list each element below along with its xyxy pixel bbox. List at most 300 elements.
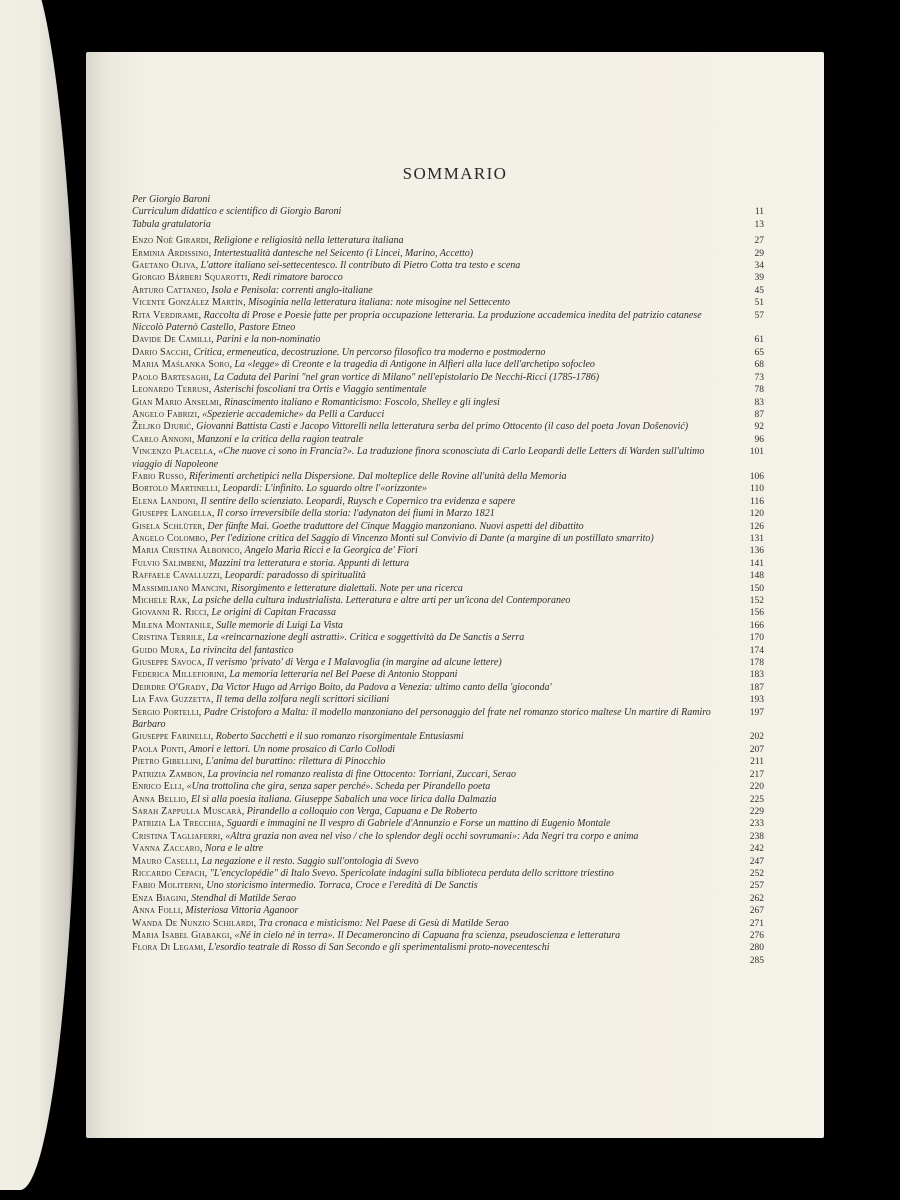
entry-title: «Una trottolina che gira, senza saper perché». Scheda per Pirandello poeta [186, 781, 491, 793]
page-number: 131 [749, 533, 764, 544]
entry-author: Davide De Camilli [132, 334, 212, 346]
entry-author: Vicente González Martín [132, 297, 244, 309]
toc-entry [132, 620, 784, 632]
author-separator: , [224, 669, 230, 681]
entry-text [132, 471, 718, 483]
author-separator: , [210, 731, 216, 743]
entry-text [132, 620, 718, 632]
author-separator: , [184, 644, 190, 656]
entry-title: Misoginia nella letteratura italiana: note misogine nel Settecento [248, 297, 510, 309]
entry-title: La psiche della cultura industrialista. Letteratura e altre arti per un'icona del Contemporaneo [192, 595, 571, 606]
entry-title: Il sentire dello scienziato. Leopardi, Ruysch e Copernico tra evidenza e sapere [200, 495, 516, 507]
page-number: 39 [754, 273, 764, 284]
entry-text [132, 285, 718, 297]
page-number: 233 [749, 819, 764, 830]
entry-text [132, 272, 718, 284]
toc-entry [132, 669, 784, 681]
toc-entry [132, 359, 784, 371]
toc-entry [132, 930, 784, 942]
toc-entry [132, 272, 784, 284]
entry-title: «Né in cielo né in terra». Il Decameroncino di Capuana fra scienza, pseudoscienza e letteratura [234, 929, 621, 941]
prelim-entry [132, 206, 784, 218]
page-number: 178 [749, 658, 764, 669]
page-number: 92 [754, 422, 764, 433]
entry-author: Flora Di Legami [132, 942, 204, 954]
author-separator: , [211, 334, 217, 346]
entry-title: Amori e lettori. Un nome prosaico di Carlo Collodi [188, 743, 395, 755]
entry-author: Enza Biagini [132, 892, 187, 904]
page-number: 257 [749, 881, 764, 892]
page-number: 202 [749, 732, 764, 743]
page-number: 87 [754, 409, 764, 420]
toc-entry [132, 285, 784, 297]
page-number: 126 [749, 521, 764, 532]
entry-text [132, 545, 718, 557]
entry-text [132, 359, 718, 371]
entry-author: Bortolo Martinelli [132, 483, 218, 495]
toc-entry [132, 558, 784, 570]
entry-title: Der fünfte Mai. Goethe traduttore del Cinque Maggio manzoniano. Nuovi aspetti del dibattito [207, 520, 584, 532]
page-number: 29 [754, 248, 764, 259]
page-number: 13 [754, 219, 764, 230]
author-separator: , [185, 793, 191, 805]
toc-entry [132, 471, 784, 483]
page-number: 152 [749, 596, 764, 606]
author-separator: , [229, 359, 235, 371]
page-number: 229 [749, 806, 764, 817]
page-number: 193 [749, 695, 764, 706]
entry-text [132, 570, 718, 582]
author-separator: , [201, 880, 207, 892]
entry-author: Anna Folli [132, 905, 181, 917]
entry-author: Raffaele Cavalluzzi [132, 570, 220, 582]
toc-entry [132, 248, 784, 260]
toc-entry [132, 843, 784, 855]
entry-text [132, 781, 718, 793]
entry-author: Michele Rak [132, 595, 188, 606]
page-number: 45 [754, 285, 764, 296]
toc-entry [132, 756, 784, 768]
author-separator: , [211, 508, 217, 520]
page-number: 73 [754, 372, 764, 383]
author-separator: , [211, 619, 217, 631]
entry-text [132, 905, 718, 917]
page-number: 166 [749, 620, 764, 631]
page-number: 252 [749, 868, 764, 879]
entry-text [132, 632, 718, 644]
entry-author: Fabio Moliterni [132, 880, 202, 892]
toc-entry [132, 806, 784, 818]
entry-text [132, 347, 718, 359]
entry-text [132, 297, 718, 309]
entry-title: «Altra grazia non avea nel viso / che lo splendor degli occhi sovrumani»: Ada Negri tra corpo e anima [225, 830, 639, 842]
entry-title: Leopardi: paradosso di spiritualità [224, 570, 366, 582]
entry-text [132, 856, 718, 868]
entry-text [132, 409, 718, 421]
page-number: 220 [749, 782, 764, 793]
entry-author: Milena Montanile [132, 619, 212, 631]
page-number: 78 [754, 385, 764, 396]
author-separator: , [202, 632, 208, 644]
author-separator: , [187, 595, 193, 606]
entry-title: Isola e Penisola: correnti anglo-italiane [211, 284, 373, 296]
entry-author: Mauro Caselli [132, 855, 197, 867]
entry-author: Giuseppe Savoca [132, 657, 202, 669]
entry-text [132, 446, 718, 471]
prelim-entry [132, 194, 784, 206]
entry-text [132, 682, 718, 694]
toc-entry [132, 583, 784, 595]
entry-author: Gian Mario Anselmi [132, 396, 219, 408]
toc-entry [132, 645, 784, 657]
page-number: 51 [754, 298, 764, 309]
book-page [86, 52, 824, 1138]
page-title: SOMMARIO [402, 164, 508, 183]
author-separator: , [202, 520, 208, 532]
toc-entry [132, 235, 784, 247]
toc-entry [132, 818, 784, 830]
entry-author: Guido Mura [132, 644, 185, 656]
entry-title: Padre Cristoforo a Malta: il modello manzoniano del personaggio del frate nel romanzo storico maltese Un martire di Ramiro Barbaro [132, 706, 711, 731]
toc-entry [132, 880, 784, 892]
toc-entry [132, 496, 784, 508]
page-number: 280 [749, 943, 764, 954]
author-separator: , [188, 346, 194, 358]
entry-text [132, 521, 718, 533]
toc-entry [132, 868, 784, 880]
prelim-entry [132, 219, 784, 231]
author-separator: , [204, 557, 210, 569]
entry-title: Raccolta di Prose e Poesie fatte per propria occupazione letteraria. La produzione accademica inedita del patrizio catanese Niccolò Paternò Castello, Pastore Etneo [132, 309, 702, 334]
author-separator: , [198, 309, 204, 321]
entry-title: Il corso irreversibile della storia: l'adynaton dei fiumi in Marzo 1821 [216, 508, 495, 520]
page-number: 187 [749, 682, 764, 693]
entry-author: Enrico Elli [132, 781, 182, 793]
toc-entry [132, 260, 784, 272]
toc-entry [132, 657, 784, 669]
entry-author: Paola Ponti [132, 743, 184, 755]
entry-author: Wanda De Nunzio Schilardi [132, 917, 254, 929]
toc-entry [132, 310, 784, 335]
entry-title: L'attore italiano sei-settecentesco. Il contributo di Pietro Cotta tra testo e scena [200, 260, 521, 272]
entry-author: Željko Djurić [132, 421, 192, 433]
entry-author: Sergio Portelli [132, 706, 199, 718]
entry-author: Giorgio Bárberi Squarotti [132, 272, 248, 284]
author-separator: , [229, 929, 235, 941]
entry-text [132, 310, 718, 335]
page-number: 247 [749, 856, 764, 867]
page-number: 120 [749, 509, 764, 520]
entry-text [132, 508, 718, 520]
toc-entry [132, 297, 784, 309]
entry-text [132, 694, 718, 706]
entry-title: La negazione e il resto. Saggio sull'ontologia di Svevo [201, 855, 419, 867]
page-number: 148 [749, 571, 764, 582]
entry-author: Angelo Fabrizi [132, 408, 198, 420]
entry-author: Federica Millefiorini [132, 669, 225, 681]
entry-title: "L'encyclopédie" di Italo Svevo. Spericolate indagini sulla biblioteca perduta dello scrittore triestino [209, 867, 614, 879]
entry-author: Massimiliano Mancini [132, 582, 227, 594]
toc-entry [132, 483, 784, 495]
toc-entry [132, 694, 784, 706]
page-number: 225 [749, 794, 764, 805]
page-number: 150 [749, 583, 764, 594]
page-number: 170 [749, 633, 764, 644]
author-separator: , [202, 768, 208, 780]
entry-text [132, 483, 718, 495]
entry-title: «Che nuove ci sono in Francia?». La traduzione finora sconosciuta di Carlo Leopardi delle Letters di Warden sull'ultimo viaggio di Napoleone [132, 446, 705, 470]
entry-title: Critica, ermeneutica, decostruzione. Un percorso filosofico tra moderno e postmoderno [193, 346, 546, 358]
author-separator: , [243, 297, 249, 309]
page-number: 96 [754, 434, 764, 445]
toc-entry [132, 769, 784, 781]
toc-entry [132, 744, 784, 756]
facing-page-edge [0, 0, 80, 1190]
entry-title: Stendhal di Matilde Serao [191, 892, 296, 904]
page-number: 61 [754, 335, 764, 346]
page-number: 83 [754, 397, 764, 408]
entry-title: Il tema della zolfara negli scrittori siciliani [215, 694, 390, 706]
entry-author: Arturo Cattaneo [132, 284, 207, 296]
entry-title: L'esordio teatrale di Rosso di San Secondo e gli sperimentalismi proto-novecenteschi [208, 942, 550, 954]
entry-author: Enzo Noè Girardi [132, 235, 209, 247]
author-separator: , [206, 607, 212, 619]
author-separator: , [206, 681, 212, 693]
entry-title: Nora e le altre [204, 843, 264, 855]
entry-title: Risorgimento e letterature dialettali. Note per una ricerca [231, 582, 463, 594]
author-separator: , [217, 483, 223, 495]
entry-author: Giuseppe Langella [132, 508, 212, 520]
toc-entry [132, 905, 784, 917]
author-separator: , [247, 272, 253, 284]
toc-entry [132, 334, 784, 346]
entry-text [132, 756, 718, 768]
entry-text [132, 421, 718, 433]
toc-entry [132, 570, 784, 582]
entry-title: Tra cronaca e misticismo: Nel Paese di Gesù di Matilde Serao [258, 917, 509, 929]
page-number: 276 [749, 930, 764, 941]
entry-author: Deirdre O'Grady [132, 681, 207, 693]
entry-text [132, 707, 718, 732]
author-separator: , [205, 532, 211, 544]
author-separator: , [198, 706, 204, 718]
entry-author: Maria Isabel Giabakgi [132, 929, 230, 941]
toc-entry [132, 707, 784, 732]
prelim-title: Curriculum didattico e scientifico di Giorgio Baroni [132, 206, 342, 218]
entry-text [132, 248, 718, 260]
entry-text [132, 334, 718, 346]
author-separator: , [195, 260, 201, 272]
entry-text [132, 794, 718, 806]
page-number: 242 [749, 844, 764, 855]
page-number: 101 [749, 447, 764, 458]
entry-title: La «reincarnazione degli astratti». Critica e soggettività da De Sanctis a Serra [207, 632, 525, 644]
entry-text [132, 434, 718, 446]
prelim-title: Per Giorgio Baroni [132, 194, 211, 205]
entry-author: Anna Bellio [132, 793, 186, 805]
entry-title: Da Victor Hugo ad Arrigo Boito, da Padova a Venezia: ultimo canto della 'gioconda' [211, 681, 552, 693]
page-number: 68 [754, 360, 764, 371]
entry-title: Pirandello a colloquio con Verga, Capuana e De Roberto [246, 805, 478, 817]
entry-text [132, 384, 718, 396]
toc-entry [132, 682, 784, 694]
entry-text [132, 595, 718, 607]
entry-title: El sì alla poesia italiana. Giuseppe Sabalich una voce lirica dalla Dalmazia [190, 793, 497, 805]
entry-title: Sulle memorie di Luigi La Vista [216, 619, 344, 631]
author-separator: , [200, 756, 206, 768]
entry-title: La provincia nel romanzo realista di fine Ottocento: Torriani, Zuccari, Serao [207, 768, 516, 780]
page-number: 11 [754, 207, 764, 218]
toc-entry [132, 508, 784, 520]
entry-title: Riferimenti archetipici nella Dispersione. Dal molteplice delle Rovine all'unità della Memoria [188, 470, 567, 482]
toc-entry [132, 533, 784, 545]
page-number: 183 [749, 670, 764, 681]
author-separator: , [208, 235, 214, 247]
entry-author: Fabio Russo [132, 470, 184, 482]
entry-text [132, 843, 718, 855]
entry-title: La memoria letteraria nel Bel Paese di Antonio Stoppani [229, 669, 458, 681]
entry-title: La «legge» di Creonte e la tragedia di Antigone in Alfieri alla luce dell'archetipo sofocleo [234, 359, 595, 371]
entry-text [132, 260, 718, 272]
toc-entry [132, 421, 784, 433]
entry-text [132, 657, 718, 669]
page-number: 238 [749, 831, 764, 842]
page-number: 141 [749, 558, 764, 569]
author-separator: , [191, 433, 197, 445]
page-number: 136 [749, 546, 764, 557]
entry-author: Carlo Annoni [132, 433, 192, 445]
entry-author: Gaetano Oliva [132, 260, 196, 272]
entry-title: Angelo Maria Ricci e la Georgica de' Fiori [244, 545, 418, 557]
entry-title: Religione e religiosità nella letteratura italiana [213, 235, 404, 247]
author-separator: , [221, 818, 227, 830]
toc-entry [132, 397, 784, 409]
author-separator: , [213, 446, 219, 458]
author-separator: , [210, 694, 216, 706]
entry-title: Redi rimatore barocco [252, 272, 343, 284]
author-separator: , [203, 942, 209, 954]
entry-title: Uno storicismo intermedio. Torraca, Croce e l'eredità di De Sanctis [206, 880, 478, 892]
toc-entry [132, 446, 784, 471]
entry-title: Manzoni e la critica della ragion teatrale [196, 433, 363, 445]
entry-title: La rivincita del fantastico [189, 644, 294, 656]
author-separator: , [197, 408, 203, 420]
entry-text [132, 868, 718, 880]
toc-entry [132, 781, 784, 793]
entry-text [132, 372, 718, 384]
author-separator: , [239, 545, 245, 557]
author-separator: , [180, 905, 186, 917]
toc-entry [132, 595, 784, 607]
page-number: 267 [749, 906, 764, 917]
toc-entry [132, 521, 784, 533]
entry-author: Lia Fava Guzzetta [132, 694, 211, 706]
entry-author: Elena Landoni [132, 495, 196, 507]
author-separator: , [196, 855, 202, 867]
page-number: 65 [754, 347, 764, 358]
entry-text [132, 731, 718, 743]
entry-title: La Caduta del Parini "nel gran vortice di Milano" nell'epistolario De Necchi-Ricci (1785-1786) [213, 371, 600, 383]
author-separator: , [199, 843, 205, 855]
author-separator: , [226, 582, 232, 594]
page-number: 271 [749, 918, 764, 929]
entry-title: «Spezierie accademiche» da Pelli a Carducci [202, 408, 385, 420]
entry-text [132, 744, 718, 756]
entry-author: Dario Sacchi [132, 346, 189, 358]
entry-text [132, 645, 718, 657]
entry-title: Sguardi e immagini ne Il vespro di Gabriele d'Annunzio e Forse un mattino di Eugenio Montale [226, 818, 611, 830]
entry-text [132, 397, 718, 409]
entry-text [132, 558, 718, 570]
toc-entry [132, 731, 784, 743]
toc-entry [132, 545, 784, 557]
toc-entry [132, 434, 784, 446]
toc-entry [132, 856, 784, 868]
entry-text [132, 930, 718, 942]
entry-author: Gisela Schlüter [132, 520, 203, 532]
entry-title: Il verismo 'privato' di Verga e I Malavoglia (in margine ad alcune lettere) [206, 657, 502, 669]
entry-title: Roberto Sacchetti e il suo romanzo risorgimentale Entusiasmi [215, 731, 464, 743]
page-number: 110 [750, 484, 764, 495]
entry-author: Maria Maślanka Soro [132, 359, 230, 371]
author-separator: , [191, 421, 197, 433]
entry-author: Giuseppe Farinelli [132, 731, 211, 743]
entry-author: Maria Cristina Albonico [132, 545, 240, 557]
entry-author: Riccardo Cepach [132, 867, 205, 879]
author-separator: , [208, 247, 214, 259]
author-separator: , [186, 892, 192, 904]
author-separator: , [183, 743, 189, 755]
entry-author: Cristina Tagliaferri [132, 830, 221, 842]
entry-author: Patrizia Zambon [132, 768, 203, 780]
author-separator: , [220, 830, 226, 842]
page-number: 174 [749, 645, 764, 656]
author-separator: , [219, 396, 224, 408]
entry-text [132, 880, 718, 892]
entry-title: Misteriosa Vittoria Aganoor [185, 905, 299, 917]
page-number: 285 [749, 955, 764, 966]
prelim-title: Tabula gratulatoria [132, 218, 211, 230]
page-number: 34 [754, 261, 764, 272]
entry-text [132, 942, 718, 954]
entry-author: Vanna Zaccaro [132, 843, 200, 855]
page-number: 197 [749, 707, 764, 718]
entry-title: Le origini di Capitan Fracassa [211, 607, 336, 619]
toc-entry [132, 409, 784, 421]
entry-author: Vincenzo Placella [132, 446, 214, 458]
entry-title: Asterischi foscoliani tra Ortis e Viaggio sentimentale [213, 384, 427, 396]
table-of-contents [132, 194, 784, 966]
entry-author: Erminia Ardissino [132, 247, 209, 259]
author-separator: , [183, 470, 189, 482]
toc-entry [132, 632, 784, 644]
author-separator: , [208, 371, 214, 383]
entry-author: Angelo Colombo [132, 532, 206, 544]
author-separator: , [195, 495, 201, 507]
entry-author: Pietro Gibellini [132, 756, 201, 768]
entry-title: Mazzini tra letteratura e storia. Appunti di lettura [209, 557, 409, 569]
page-number: 27 [754, 236, 764, 247]
entry-title: Giovanni Battista Casti e Jacopo Vittorelli nella letteratura serba del primo Ottocento (il caso del poeta Jovan Došenović) [196, 421, 689, 433]
author-separator: , [241, 805, 247, 817]
entry-author: Patrizia La Trecchia [132, 818, 222, 830]
entry-author: Fulvio Salimbeni [132, 557, 205, 569]
author-separator: , [201, 657, 207, 669]
toc-entry [132, 942, 784, 954]
toc-entry [132, 347, 784, 359]
entry-title: L'anima del burattino: rilettura di Pinocchio [205, 756, 386, 768]
author-separator: , [219, 570, 225, 582]
